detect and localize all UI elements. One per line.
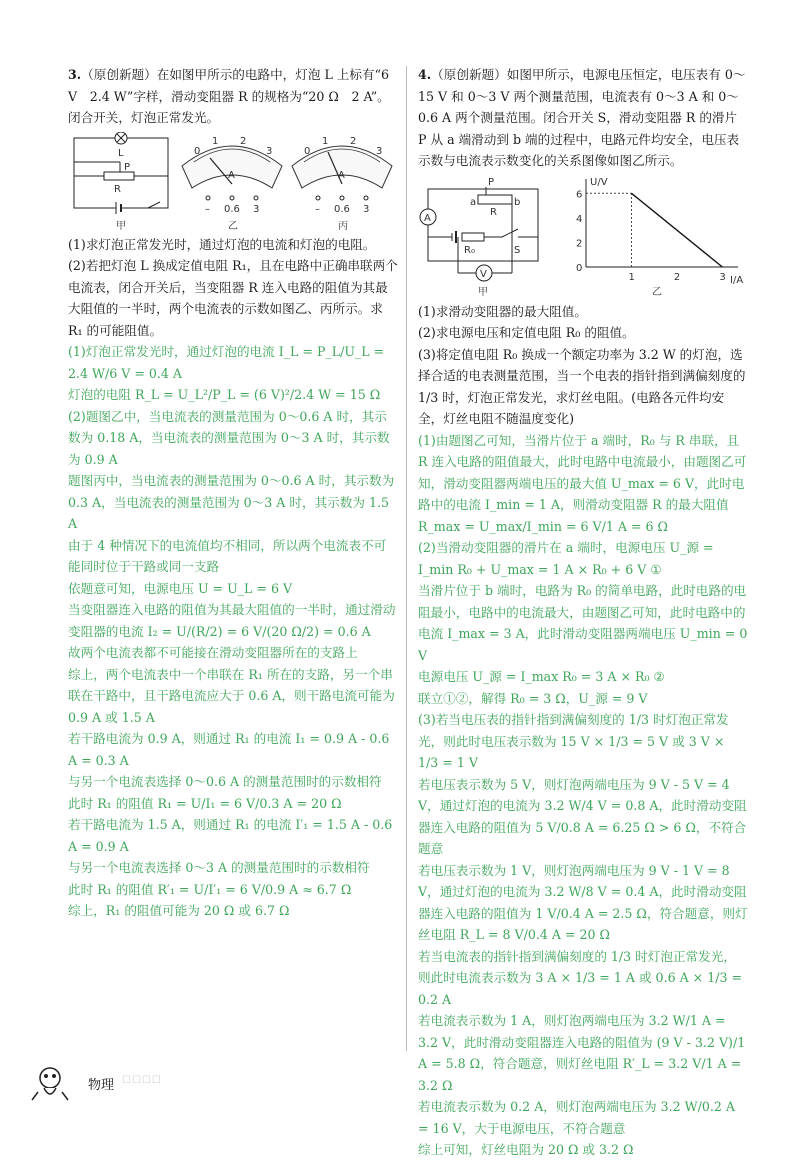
x-tick-label: 1 xyxy=(628,271,635,283)
q4-circuit-jia xyxy=(420,177,538,298)
answer-line: 灯泡的电阻 R_L = U_L²/P_L = (6 V)²/2.4 W = 15 Ω xyxy=(68,387,381,402)
question-3 xyxy=(68,64,398,922)
answer-line: 电源电压 U_源 = I_max R₀ = 3 A × R₀ ② xyxy=(418,669,665,684)
column-divider xyxy=(406,66,407,1051)
term-minus-bing: – xyxy=(315,203,320,215)
fig-bing-caption: 丙 xyxy=(338,220,348,232)
footer-decoration: ☐☐☐☐ xyxy=(122,1075,162,1086)
q4-stem-text: （原创新题）如图甲所示，电源电压恒定，电压表有 0～15 V 和 0～3 V 两个测量范围，电流表有 0～3 A 和 0～0.6 A 两个测量范围。闭合开关 S，滑动变阻器 R 的滑片 P 从 a 端滑动到 b 端的过程中，电路元件均安全，电压表示数与电流表示数变化的关系图像如图乙所示。 xyxy=(418,67,746,168)
fig-jia-caption: 甲 xyxy=(116,220,126,232)
answer-line: 若电流表示数为 0.2 A，则灯泡两端电压为 3.2 W/0.2 A = 16 V，大于电源电压，不符合题意 xyxy=(418,1099,735,1136)
voltmeter-label: V xyxy=(480,268,487,280)
answer-line: (2)当滑动变阻器的滑片在 a 端时，电源电压 U_源 = I_min R₀ + U_max = 1 A × R₀ + 6 V ① xyxy=(418,540,714,577)
q4-stem xyxy=(418,64,748,172)
answer-line: 若电压表示数为 5 V，则灯泡两端电压为 9 V - 5 V = 4 V，通过灯泡的电流为 3.2 W/4 V = 0.8 A，此时滑动变阻器连入电路的阻值为 5 V/0.8 A = 6.25 Ω > 6 Ω，不符合题意 xyxy=(418,776,747,856)
meter-letter-bing: A xyxy=(338,169,345,181)
answer-line: 与另一个电流表选择 0～3 A 的测量范围时的示数相符 xyxy=(68,860,370,875)
answer-line: (1)由题图乙可知，当滑片位于 a 端时，R₀ 与 R 串联，且 R 连入电路的阻值最大，此时电路中电流最小，由题图乙可知，滑动变阻器两端电压的最大值 U_max = 6 V，此时电路中的电流 I_min = 1 A，则滑动变阻器 R 的最大阻值 R_max = U_max/I_min = 6 V/1 A = 6 Ω xyxy=(418,432,747,534)
answer-line: 若干路电流为 1.5 A，则通过 R₁ 的电流 I′₁ = 1.5 A - 0.6 A = 0.9 A xyxy=(68,817,393,854)
lamp-label: L xyxy=(118,147,124,159)
q3-circuit-jia xyxy=(74,132,168,232)
answer-line: 由于 4 种情况下的电流值均不相同，所以两个电流表不可能同时位于干路或同一支路 xyxy=(68,537,387,574)
term-06-yi: 0.6 xyxy=(224,203,240,215)
svg-text:3: 3 xyxy=(376,145,383,157)
x-axis-label: I/A xyxy=(730,274,744,286)
q4-answer xyxy=(418,430,748,1161)
answer-line: 当滑片位于 b 端时，电路为 R₀ 的简单电路，此时电路的电阻最小，电路中的电流最大，由题图乙可知，此时电路中的电流 I_max = 3 A，此时滑动变阻器两端电压 U_min = 0 V xyxy=(418,583,748,663)
answer-line: 综上可知，灯丝电阻为 20 Ω 或 3.2 Ω xyxy=(418,1142,634,1157)
res-label: R xyxy=(114,183,121,195)
term-3-bing: 3 xyxy=(363,203,370,215)
q3-stem xyxy=(68,64,398,129)
term-3-yi: 3 xyxy=(253,203,260,215)
fig-jia-caption: 甲 xyxy=(478,286,488,298)
term-06-bing: 0.6 xyxy=(334,203,350,215)
x-tick-label: 3 xyxy=(719,271,726,283)
r0-label: R₀ xyxy=(464,244,475,256)
answer-line: 联立①②，解得 R₀ = 3 Ω，U_源 = 9 V xyxy=(418,690,648,706)
svg-text:0: 0 xyxy=(304,145,311,157)
answer-line: 综上，两个电流表中一个串联在 R₁ 所在的支路，另一个串联在干路中，且干路电流应大于 0.6 A，则干路电流可能为 0.9 A 或 1.5 A xyxy=(68,666,395,725)
answer-line: (1)灯泡正常发光时，通过灯泡的电流 I_L = P_L/U_L = 2.4 W/6 V = 0.4 A xyxy=(68,344,385,381)
answer-line: 若干路电流为 0.9 A，则通过 R₁ 的电流 I₁ = 0.9 A - 0.6 A = 0.3 A xyxy=(68,731,390,768)
q3-ammeter-bing xyxy=(292,136,392,232)
switch-label: S xyxy=(514,244,521,256)
question-4 xyxy=(418,64,748,1161)
svg-text:2: 2 xyxy=(240,135,247,147)
answer-line: 题图丙中，当电流表的测量范围为 0～0.6 A 时，其示数为 0.3 A，当电流表的测量范围为 0～3 A 时，其示数为 1.5 A xyxy=(68,473,395,531)
answer-line: (2)题图乙中，当电流表的测量范围为 0～0.6 A 时，其示数为 0.18 A，当电流表的测量范围为 0～3 A 时，其示数为 0.9 A xyxy=(68,408,390,467)
answer-line: 若电流表示数为 1 A，则灯泡两端电压为 3.2 W/1 A = 3.2 V，此时滑动变阻器连入电路的阻值为 (9 V - 3.2 V)/1 A = 5.8 Ω，符合题意，则灯丝电阻 R′_L = 3.2 V/1 A = 3.2 Ω xyxy=(418,1013,746,1093)
y-tick-label: 4 xyxy=(576,213,583,225)
q3-answer xyxy=(68,341,398,922)
svg-text:0: 0 xyxy=(194,145,201,157)
res-label: R xyxy=(490,206,497,218)
slider-label: P xyxy=(488,176,495,188)
end-a-label: a xyxy=(470,196,477,208)
q3-part2: (2)若把灯泡 L 换成定值电阻 R₁，且在电路中正确串联两个电流表，闭合开关后，当变阻器 R 连入电路的阻值为其最大阻值的一半时，两个电流表的示数如图乙、丙所示。求 R₁ 的可能阻值。 xyxy=(68,258,398,338)
answer-line: 若电压表示数为 1 V，则灯泡两端电压为 9 V - 1 V = 8 V，通过灯泡的电流为 3.2 W/8 V = 0.4 A，此时滑动变阻器连入电路的阻值为 1 V/0.4 A = 2.5 Ω，符合题意，则灯丝电阻 R_L = 8 V/0.4 A = 20 Ω xyxy=(418,862,748,942)
fig-yi-caption: 乙 xyxy=(228,220,238,232)
term-minus-yi: – xyxy=(205,203,210,215)
answer-line: 故两个电流表都不可能接在滑动变阻器所在的支路上 xyxy=(68,645,358,660)
chart xyxy=(576,177,743,298)
y-tick-label: 0 xyxy=(576,262,583,274)
svg-text:2: 2 xyxy=(350,135,357,147)
mascot-icon xyxy=(30,1064,80,1104)
answer-line: 此时 R₁ 的阻值 R′₁ = U/I′₁ = 6 V/0.9 A ≈ 6.7 Ω xyxy=(68,881,352,897)
subject-label: 物理 xyxy=(88,1078,115,1093)
y-tick-label: 6 xyxy=(576,188,583,200)
answer-line: 综上，R₁ 的阻值可能为 20 Ω 或 6.7 Ω xyxy=(68,903,290,918)
svg-text:1: 1 xyxy=(322,135,329,147)
y-tick-label: 2 xyxy=(576,237,583,249)
end-b-label: b xyxy=(514,196,521,208)
answer-line: (3)若当电压表的指针指到满偏刻度的 1/3 时灯泡正常发光，则此时电压表示数为 15 V × 1/3 = 5 V 或 3 V × 1/3 = 1 V xyxy=(418,712,729,770)
answer-line: 此时 R₁ 的阻值 R₁ = U/I₁ = 6 V/0.3 A = 20 Ω xyxy=(68,795,342,811)
series-line xyxy=(631,193,722,267)
answer-line: 与另一个电流表选择 0～0.6 A 的测量范围时的示数相符 xyxy=(68,774,382,789)
q4-part1: (1)求滑动变阻器的最大阻值。 xyxy=(418,303,587,319)
svg-text:1: 1 xyxy=(212,135,219,147)
q3-part1: (1)求灯泡正常发光时，通过灯泡的电流和灯泡的电阻。 xyxy=(68,236,376,252)
ammeter-label: A xyxy=(424,212,431,224)
q4-part2: (2)求电源电压和定值电阻 R₀ 的阻值。 xyxy=(418,325,635,340)
q3-number: 3. xyxy=(68,67,82,82)
q4-figures xyxy=(418,175,748,299)
svg-text:3: 3 xyxy=(266,145,273,157)
answer-line: 当变阻器连入电路的阻值为其最大阻值的一半时，通过滑动变阻器的电流 I₂ = U/(R/2) = 6 V/(20 Ω/2) = 0.6 A xyxy=(68,602,396,639)
x-tick-label: 2 xyxy=(673,271,681,283)
q4-part3: (3)将定值电阻 R₀ 换成一个额定功率为 3.2 W 的灯泡，选择合适的电表测量范围，当一个电表的指针指到满偏刻度的 1/3 时，灯泡正常发光，求灯丝电阻。(电路各元件均安全，灯丝电阻不随温度变化) xyxy=(418,346,746,426)
answer-line: 若当电流表的指针指到满偏刻度的 1/3 时灯泡正常发光，则此时电流表示数为 3 A × 1/3 = 1 A 或 0.6 A × 1/3 = 0.2 A xyxy=(418,948,743,1007)
q3-stem-text: （原创新题）在如图甲所示的电路中，灯泡 L 上标有“6 V 2.4 W”字样，滑动变阻器 R 的规格为“20 Ω 2 A”。闭合开关，灯泡正常发光。 xyxy=(68,67,390,125)
q4-number: 4. xyxy=(418,67,432,82)
y-axis-label: U/V xyxy=(590,176,608,188)
meter-letter-yi: A xyxy=(228,169,235,181)
slider-label: P xyxy=(124,161,131,173)
q3-figures xyxy=(68,132,398,232)
answer-line: 依题意可知，电源电压 U = U_L = 6 V xyxy=(68,580,293,596)
q3-ammeter-yi xyxy=(182,136,282,232)
chart-title: 乙 xyxy=(652,286,662,298)
